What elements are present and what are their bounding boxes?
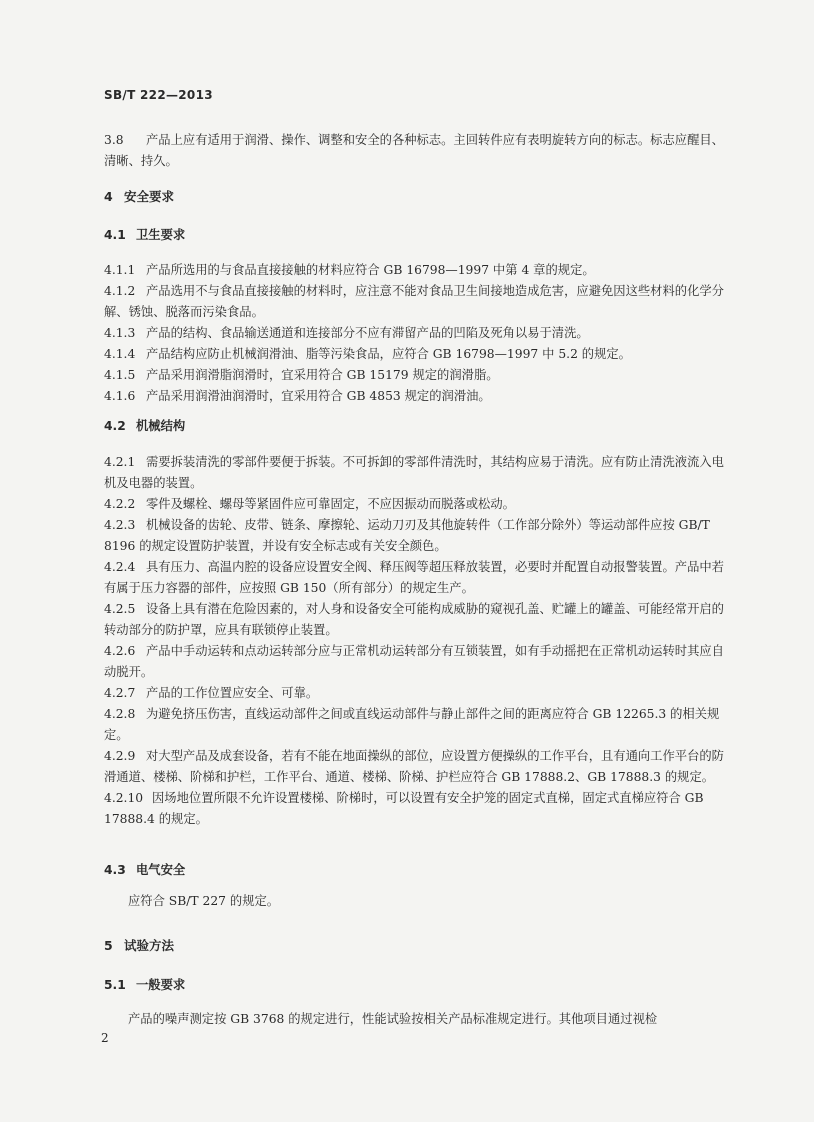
clause-text: 产品所选用的与食品直接接触的材料应符合 GB 16798—1997 中第 4 章的规定。	[146, 263, 595, 277]
clause-3-8	[104, 130, 734, 172]
clause-text: 零件及螺栓、螺母等紧固件应可靠固定，不应因振动而脱落或松动。	[146, 497, 515, 511]
clause-number: 3.8	[104, 133, 124, 147]
subsection-heading-4-3	[104, 860, 734, 881]
clause-4-2-4	[104, 557, 734, 599]
clause-4-2-5	[104, 599, 734, 641]
clause-number: 4.2.4	[104, 560, 136, 574]
clause-text: 具有压力、高温内腔的设备应设置安全阀、释压阀等超压释放装置，必要时并配置自动报警装置。产品中若有属于压力容器的部件，应按照 GB 150（所有部分）的规定生产。	[104, 560, 724, 595]
clause-number: 4.1.1	[104, 263, 136, 277]
clause-text: 设备上具有潜在危险因素的，对人身和设备安全可能构成威胁的窥视孔盖、贮罐上的罐盖、可能经常开启的转动部分的防护罩，应具有联锁停止装置。	[104, 602, 724, 637]
clause-text: 产品中手动运转和点动运转部分应与正常机动运转部分有互锁装置，如有手动摇把在正常机动运转时其应自动脱开。	[104, 644, 724, 679]
clause-5-1-text: 产品的噪声测定按 GB 3768 的规定进行，性能试验按相关产品标准规定进行。其他项目通过视检	[128, 1012, 658, 1026]
clause-number: 4.1.3	[104, 326, 136, 340]
clause-4-2-9	[104, 746, 734, 788]
clauses-4-1	[104, 260, 734, 407]
clause-4-1-4	[104, 344, 734, 365]
clause-4-1-5	[104, 365, 734, 386]
clause-text: 产品选用不与食品直接接触的材料时，应注意不能对食品卫生间接地造成危害，应避免因这些材料的化学分解、锈蚀、脱落而污染食品。	[104, 284, 724, 319]
section-title: 试验方法	[124, 938, 175, 953]
clause-number: 4.2.9	[104, 749, 136, 763]
section-heading-5	[104, 935, 734, 956]
page-number: 2	[101, 1031, 109, 1045]
clause-4-2-10	[104, 788, 734, 830]
clause-text: 产品的结构、食品输送通道和连接部分不应有滞留产品的凹陷及死角以易于清洗。	[146, 326, 589, 340]
subsection-heading-4-2	[104, 416, 734, 437]
clause-text: 对大型产品及成套设备，若有不能在地面操纵的部位，应设置方便操纵的工作平台，且有通向工作平台的防滑通道、楼梯、阶梯和护栏，工作平台、通道、楼梯、阶梯、护栏应符合 GB 17888.2、GB 17888.3 的规定。	[104, 749, 724, 784]
clause-4-1-6	[104, 386, 734, 407]
subsection-number: 4.1	[104, 228, 126, 242]
clause-number: 4.2.8	[104, 707, 136, 721]
subsection-heading-4-1	[104, 225, 734, 246]
subsection-heading-5-1	[104, 975, 734, 996]
clause-text: 机械设备的齿轮、皮带、链条、摩擦轮、运动刀刃及其他旋转件（工作部分除外）等运动部件应按 GB/T 8196 的规定设置防护装置，并设有安全标志或有关安全颜色。	[104, 518, 710, 553]
clause-4-3-text: 应符合 SB/T 227 的规定。	[128, 894, 280, 908]
clause-4-2-1	[104, 452, 734, 494]
clause-4-2-7	[104, 683, 734, 704]
subsection-number: 4.3	[104, 863, 126, 877]
clause-text: 产品采用润滑脂润滑时，宜采用符合 GB 15179 规定的润滑脂。	[146, 368, 499, 382]
clause-number: 4.2.6	[104, 644, 136, 658]
clause-number: 4.2.10	[104, 791, 144, 805]
clauses-4-2	[104, 452, 734, 830]
subsection-number: 4.2	[104, 419, 126, 433]
clause-4-1-1	[104, 260, 734, 281]
subsection-number: 5.1	[104, 978, 126, 992]
clause-text: 产品采用润滑油润滑时，宜采用符合 GB 4853 规定的润滑油。	[146, 389, 491, 403]
clause-number: 4.2.2	[104, 497, 136, 511]
clause-4-1-3	[104, 323, 734, 344]
clause-text: 产品上应有适用于润滑、操作、调整和安全的各种标志。主回转件应有表明旋转方向的标志。标志应醒目、清晰、持久。	[104, 133, 724, 168]
clause-number: 4.2.7	[104, 686, 136, 700]
clause-number: 4.2.5	[104, 602, 136, 616]
document-id-header: SB/T 222—2013	[104, 88, 213, 102]
subsection-title: 机械结构	[136, 419, 186, 433]
clause-number: 4.2.3	[104, 518, 136, 532]
subsection-title: 电气安全	[136, 863, 186, 877]
clause-text: 为避免挤压伤害，直线运动部件之间或直线运动部件与静止部件之间的距离应符合 GB 12265.3 的相关规定。	[104, 707, 720, 742]
clause-number: 4.1.6	[104, 389, 136, 403]
section-title: 安全要求	[124, 189, 175, 204]
section-number: 4	[104, 189, 113, 204]
subsection-title: 一般要求	[136, 978, 186, 992]
clause-4-1-2	[104, 281, 734, 323]
clause-4-2-2	[104, 494, 734, 515]
clause-text: 因场地位置所限不允许设置楼梯、阶梯时，可以设置有安全护笼的固定式直梯，固定式直梯应符合 GB 17888.4 的规定。	[104, 791, 704, 826]
clause-number: 4.1.5	[104, 368, 136, 382]
clause-text: 产品结构应防止机械润滑油、脂等污染食品，应符合 GB 16798—1997 中 5.2 的规定。	[146, 347, 631, 361]
clause-number: 4.2.1	[104, 455, 136, 469]
section-heading-4	[104, 186, 734, 207]
clause-text: 需要拆装清洗的零部件要便于拆装。不可拆卸的零部件清洗时，其结构应易于清洗。应有防止清洗液流入电机及电器的装置。	[104, 455, 724, 490]
clause-4-2-3	[104, 515, 734, 557]
section-number: 5	[104, 938, 113, 953]
clause-text: 产品的工作位置应安全、可靠。	[146, 686, 319, 700]
clause-4-2-6	[104, 641, 734, 683]
clause-number: 4.1.4	[104, 347, 136, 361]
clause-4-2-8	[104, 704, 734, 746]
clause-number: 4.1.2	[104, 284, 136, 298]
subsection-title: 卫生要求	[136, 228, 186, 242]
